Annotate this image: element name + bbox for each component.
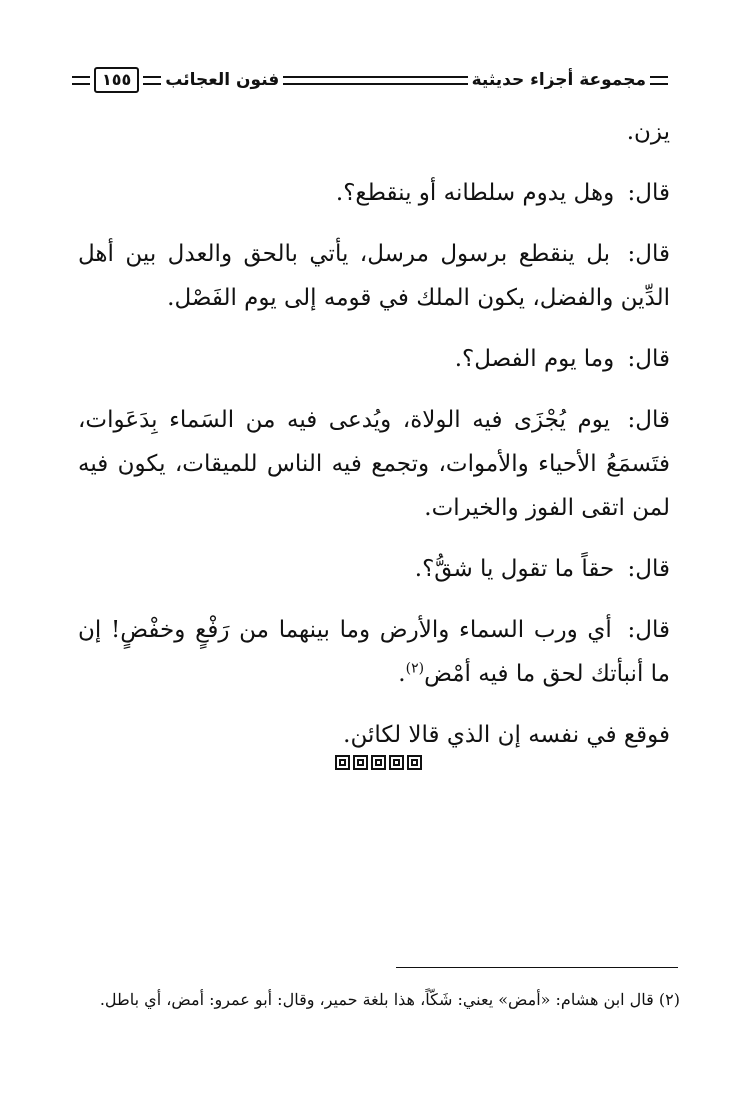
footnote: (٢) قال ابن هشام: «أمض» يعني: شَكّاً، هذا بلغة حمير، وقال: أبو عمرو: أمض، أي باطل. <box>99 990 680 1009</box>
paragraph-text: بل ينقطع برسول مرسل، يأتي بالحق والعدل بين أهل الدِّين والفضل، يكون الملك في قومه إلى يوم الفَصْل. <box>78 241 670 311</box>
collection-title: مجموعة أجزاء حديثية <box>471 70 646 90</box>
paragraph-text: يزن. <box>626 119 670 145</box>
speaker-label: قال: <box>627 241 671 267</box>
footnote-divider <box>396 967 678 968</box>
ornament-square-icon <box>371 755 386 770</box>
book-title: فنون العجائب <box>165 70 280 90</box>
header-rule-left-inner <box>143 76 161 85</box>
footnote-ref: (٢) <box>405 660 425 677</box>
paragraph <box>78 398 670 530</box>
speaker-label: قال: <box>627 617 671 643</box>
paragraph <box>78 337 670 381</box>
paragraph <box>78 110 670 154</box>
ornament-square-icon <box>335 755 350 770</box>
paragraph <box>78 608 670 696</box>
paragraph-text: أي ورب السماء والأرض وما بينهما من رَفْعٍ وخفْضٍ! إن ما أنبأتك لحق ما فيه أمْض <box>78 617 670 687</box>
paragraph-text: حقاً ما تقول يا شقُّ؟. <box>414 556 615 582</box>
paragraph <box>78 713 670 757</box>
section-ornament <box>335 755 422 770</box>
page-number: ١٥٥ <box>94 67 139 93</box>
speaker-label: قال: <box>627 407 670 433</box>
paragraph-text: فوقع في نفسه إن الذي قالا لكائن. <box>343 722 670 748</box>
paragraph <box>78 547 670 591</box>
speaker-label: قال: <box>627 180 670 206</box>
speaker-label: قال: <box>627 346 670 372</box>
header-rule-left <box>72 76 90 85</box>
paragraph <box>78 232 670 320</box>
running-header <box>68 62 672 98</box>
ornament-square-icon <box>389 755 404 770</box>
ornament-square-icon <box>407 755 422 770</box>
main-text <box>78 110 670 774</box>
paragraph-text: وهل يدوم سلطانه أو ينقطع؟. <box>335 180 615 206</box>
header-rule-middle <box>283 76 467 85</box>
paragraph-text: وما يوم الفصل؟. <box>454 346 615 372</box>
paragraph-text: يوم يُجْزَى فيه الولاة، ويُدعى فيه من السَماء بِدَعَوات، فتَسمَعُ الأحياء والأموات، وتجمع فيه الناس للميقات، يكون فيه لمن اتقى الفوز والخيرات. <box>78 407 670 521</box>
paragraph <box>78 171 670 215</box>
header-rule-right <box>650 76 668 85</box>
ornament-square-icon <box>353 755 368 770</box>
paragraph-end: . <box>398 661 406 687</box>
speaker-label: قال: <box>627 556 670 582</box>
